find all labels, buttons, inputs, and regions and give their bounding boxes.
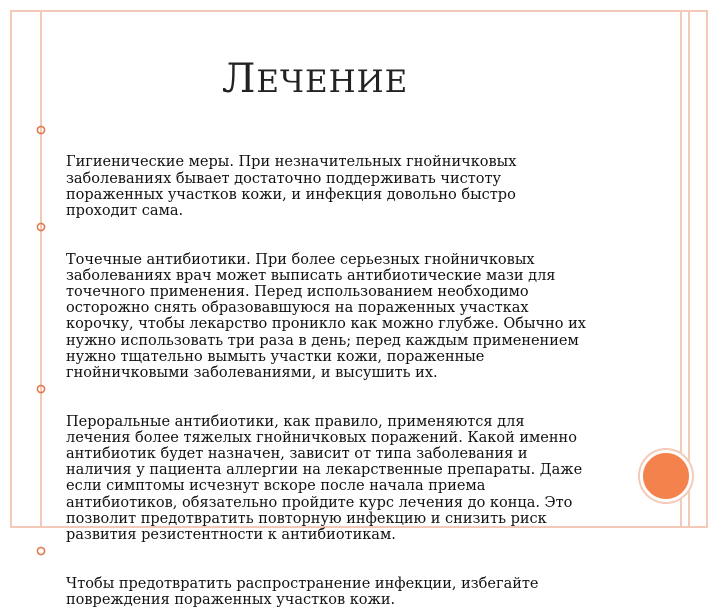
- bullet-text: Чтобы предотвратить распространение инфекции, избегайте повреждения пораженных участков кожи.: [66, 575, 539, 608]
- bullet-text: Точечные антибиотики. При более серьезных гнойничковых заболеваниях врач может выписать антибиотические мази для точечного применения. Перед использованием необходимо осторожно снять образовавшуюся на пораженных участках корочку, чтобы лекарство проникло как можно глубже. Обычно их нужно использовать три раза в день; перед каждым применением нужно тщательно вымыть участки кожи, пораженные гнойничковыми заболеваниями, и высушить их.: [66, 251, 586, 382]
- bullet-item: [36, 122, 636, 219]
- slide-title: [222, 56, 408, 102]
- bullet-item: [36, 543, 636, 608]
- decorative-orange-circle: [640, 450, 692, 502]
- slide-title-initial: Л: [222, 56, 257, 102]
- bullet-text: Пероральные антибиотики, как правило, применяются для лечения более тяжелых гнойничковых поражений. Какой именно антибиотик будет назначен, зависит от типа заболевания и наличия у пациента аллергии на лекарственные препараты. Даже если симптомы исчезнут вскоре после начала приема антибиотиков, обязательно пройдите курс лечения до конца. Это позволит предотвратить повторную инфекцию и снизить риск развития резистентности к антибиотикам.: [66, 413, 583, 544]
- slide-border-line: [680, 10, 682, 528]
- bullet-list: [36, 122, 636, 608]
- bullet-item: [36, 219, 636, 381]
- bullet-text: Гигиенические меры. При незначительных гнойничковых заболеваниях бывает достаточно поддерживать чистоту пораженных участков кожи, и инфекция довольно быстро проходит сама.: [66, 154, 517, 220]
- bullet-item: [36, 381, 636, 543]
- slide-title-rest: ЕЧЕНИЕ: [256, 64, 409, 100]
- hollow-circle-bullet-icon: [36, 125, 46, 135]
- hollow-circle-bullet-icon: [36, 384, 46, 394]
- hollow-circle-bullet-icon: [36, 546, 46, 556]
- slide-border-line: [688, 10, 690, 528]
- hollow-circle-bullet-icon: [36, 222, 46, 232]
